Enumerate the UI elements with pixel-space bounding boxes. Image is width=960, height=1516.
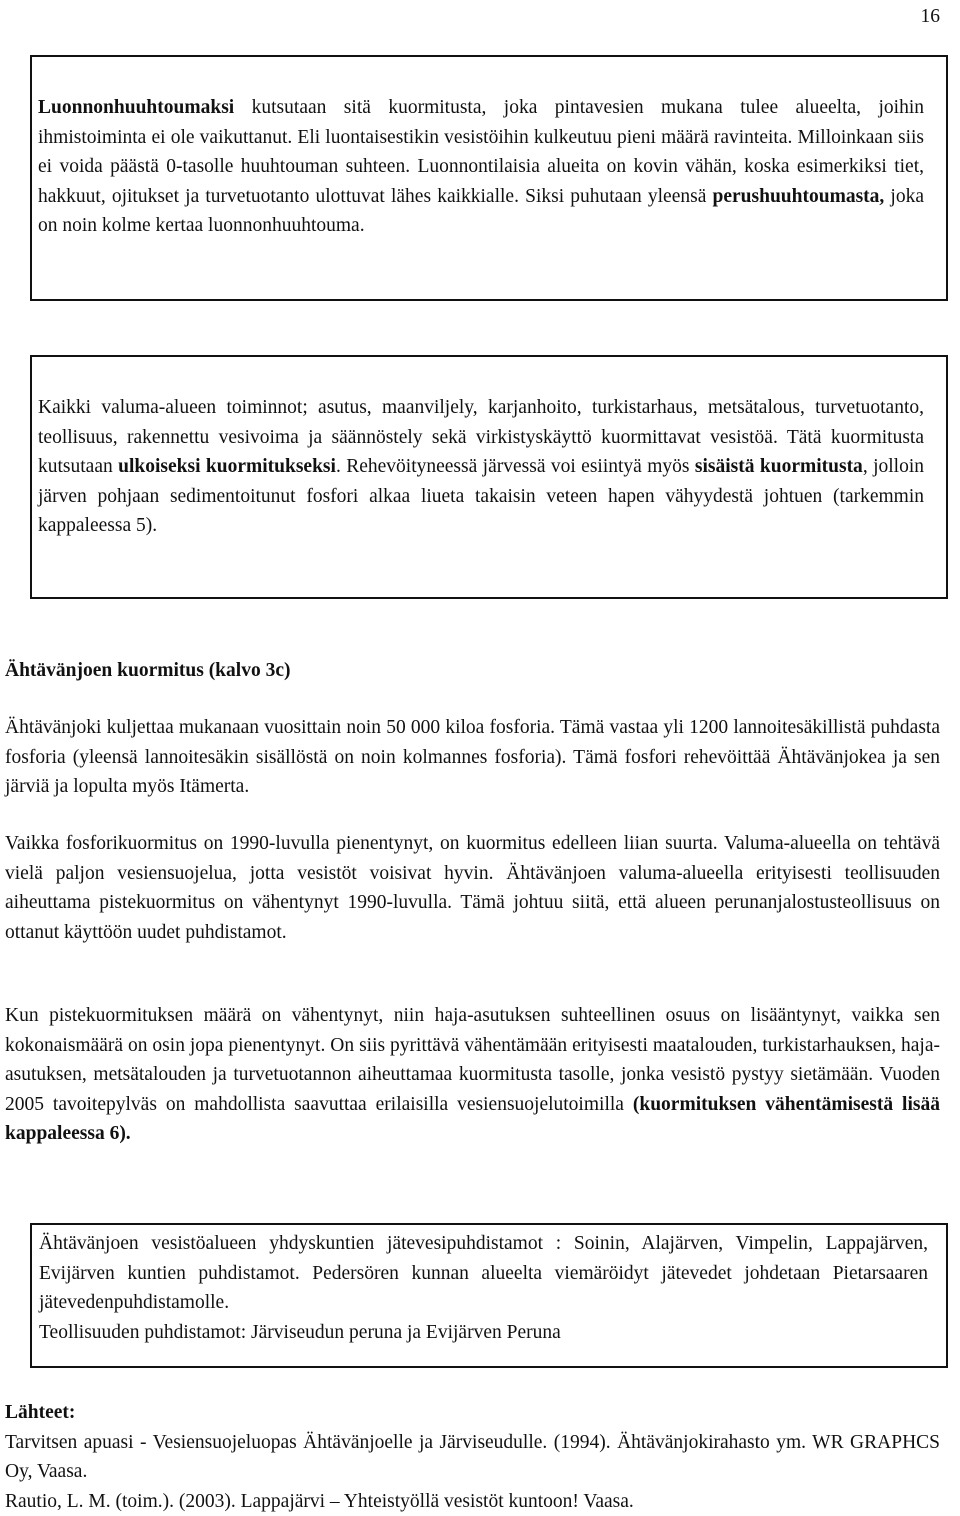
box2-text-3: , jolloin järven pohjaan sedimentoitunut fosfori alkaa liueta takaisin veteen hapen vähyydestä johtuen (tarkemmin kappaleessa 5). xyxy=(38,456,924,536)
source-item-1: Tarvitsen apuasi - Vesiensuojeluopas Ähtävänjoelle ja Järviseudulle. (1994). Ähtävänjokirahasto ym. WR GRAPHCS Oy, Vaasa. xyxy=(5,1428,940,1487)
term-base-leaching: perushuuhtoumasta, xyxy=(713,186,885,207)
term-internal-load: sisäistä kuormitusta xyxy=(695,456,863,477)
treatment-plants-line-1: Ähtävänjoen vesistöalueen yhdyskuntien jätevesipuhdistamot : Soinin, Alajärven, Vimpelin, Lappajärven, Evijärven kuntien puhdistamot. Pedersören kunnan alueelta viemäröidyt jätevedet johdetaan Pietarsaaren jätevedenpuhdistamolle. xyxy=(39,1229,928,1318)
paragraph-3-bold: (kuormituksen vähentämisestä lisää kappaleessa 6). xyxy=(5,1094,940,1145)
box1-text-1: kutsutaan sitä kuormitusta, joka pintavesien mukana tulee alueelta, joihin ihmistoiminta ei ole vaikuttanut. Eli luontaisestikin vesistöihin kulkeutuu pieni määrä ravinteita. Milloinkaan siis ei voida päästä 0-tasolle huuhtouman suhteen. Luonnontilaisia alueita on kovin vähän, koska esimerkiksi tiet, hakkuut, ojitukset ja turvetuotanto ulottuvat lähes kaikkialle. Siksi puhutaan yleensä xyxy=(38,97,924,207)
paragraph-3-body: Kun pistekuormituksen määrä on vähentynyt, niin haja-asutuksen suhteellinen osuus on lisääntynyt, vaikka sen kokonaismäärä on osin jopa pienentynyt. On siis pyrittävä vähentämään erityisesti maatalouden, turkistarhauksen, haja-asutuksen, metsätalouden ja turvetuotannon aiheuttamaa kuormitusta tasolle, jonka vesistö pystyy sietämään. Vuoden 2005 tavoitepylväs on mahdollista saavuttaa erilaisilla vesiensuojelutoimilla xyxy=(5,1005,940,1115)
treatment-plants-line-2: Teollisuuden puhdistamot: Järviseudun peruna ja Evijärven Peruna xyxy=(39,1318,928,1348)
external-load-text xyxy=(38,393,924,541)
info-box-external-load xyxy=(30,355,948,599)
paragraph-load-reduction xyxy=(5,829,940,947)
paragraph-2-text: Vaikka fosforikuormitus on 1990-luvulla pienentynyt, on kuormitus edelleen liian suurta. Valuma-alueella on tehtävä vielä paljon vesiensuojelua, jotta vesistöt voisivat hyvin. Ähtävänjoen valuma-alueella erityisesti teollisuuden aiheuttama pistekuormitus on vähentynyt 1990-luvulla. Tämä johtuu siitä, että alueen perunanjalostusteollisuus on ottanut käyttöön uudet puhdistamot. xyxy=(5,829,940,947)
box1-text-2: joka on noin kolme kertaa luonnonhuuhtouma. xyxy=(38,186,924,237)
paragraph-3-text xyxy=(5,1001,940,1149)
page-number: 16 xyxy=(921,2,941,32)
section-heading: Ähtävänjoen kuormitus (kalvo 3c) xyxy=(5,656,290,686)
natural-leaching-text xyxy=(38,93,924,241)
paragraph-1-text: Ähtävänjoki kuljettaa mukanaan vuosittain noin 50 000 kiloa fosforia. Tämä vastaa yli 1200 lannoitesäkillistä puhdasta fosforia (yleensä lannoitesäkin sisällöstä on noin kolmannes fosforia). Tämä fosfori rehevöittää Ähtävänjokea ja sen järviä ja lopulta myös Itämerta. xyxy=(5,713,940,802)
box2-text-1: Kaikki valuma-alueen toiminnot; asutus, maanviljely, karjanhoito, turkistarhaus, metsätalous, turvetuotanto, teollisuus, rakennettu vesivoima ja säännöstely sekä virkistyskäyttö kuormittavat vesistöä. Tätä kuormitusta kutsutaan xyxy=(38,397,924,477)
term-natural-leaching: Luonnonhuuhtoumaksi xyxy=(38,97,234,118)
paragraph-phosphorus-load xyxy=(5,713,940,802)
source-item-2: Rautio, L. M. (toim.). (2003). Lappajärvi – Yhteistyöllä vesistöt kuntoon! Vaasa. xyxy=(5,1487,940,1516)
info-box-treatment-plants xyxy=(30,1223,948,1368)
sources-title: Lähteet: xyxy=(5,1398,940,1428)
paragraph-diffuse-load xyxy=(5,1001,940,1149)
sources-section xyxy=(5,1398,940,1516)
term-external-load: ulkoiseksi kuormitukseksi xyxy=(118,456,336,477)
box2-text-2: . Rehevöityneessä järvessä voi esiintyä myös xyxy=(336,456,695,477)
info-box-natural-leaching xyxy=(30,55,948,301)
